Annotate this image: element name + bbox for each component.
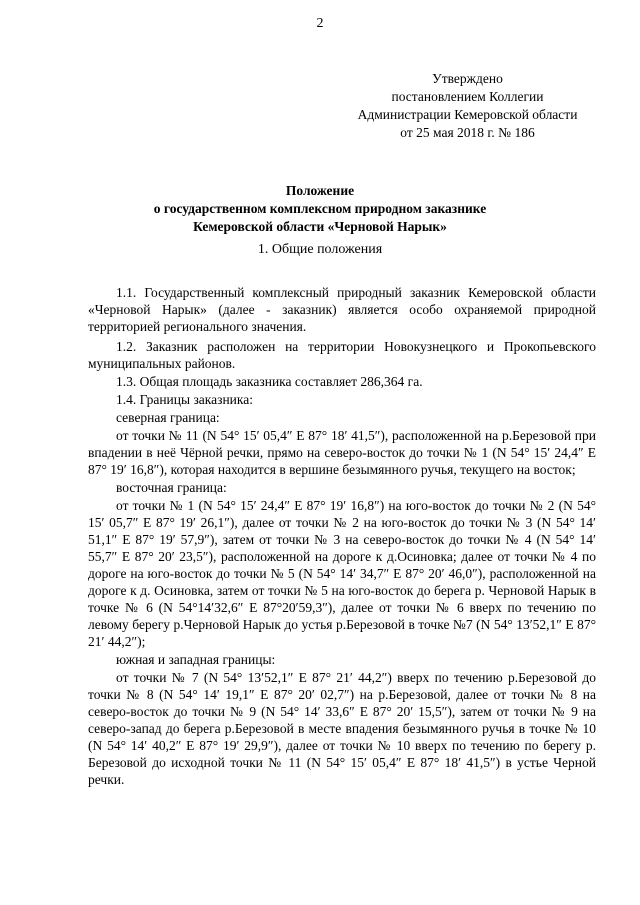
paragraph-1-4: 1.4. Границы заказника:	[116, 392, 253, 407]
title-line: Положение	[285, 183, 355, 198]
paragraph-1-3: 1.3. Общая площадь заказника составляет 286,364 га.	[116, 374, 423, 389]
title-line: о государственном комплексном природном заказнике	[153, 201, 487, 216]
approval-line: Утверждено	[432, 71, 503, 86]
east-border-text: от точки № 1 (N 54° 15′ 24,4″ E 87° 19′ 16,8″) на юго-восток до точки № 2 (N 54° 15′ 05,7″ E 87° 19′ 26,1″), далее от точки № 2 на юго-восток до точки № 3 (N 54° 14′ 51,1″ E 87° 19′ 57,9″), затем от точки № 3 на северо-восток до точки № 4 (N 54° 14′ 55,7″ E 87° 20′ 23,5″), расположенной на дороге к д.Осиновка; далее от точки № 4 по дороге на юго-восток до точки № 5 (N 54° 14′ 34,7″ E 87° 20′ 46,0″), расположенной на дороге к д. Осиновка, затем от точки № 5 на юго-восток до берега р. Черновой Нарык в точке № 6 (N 54°14′32,6″ E 87°20′59,3″), далее от точки № 6 вверх по течению по левому берегу р.Черновой Нарык до устья р.Березовой в точке №7 (N 54° 13′52,1″ E 87° 21′ 44,2″);	[88, 498, 596, 649]
south-west-border-label: южная и западная границы:	[116, 652, 276, 667]
section-heading: 1. Общие положения	[257, 242, 383, 257]
south-west-border-text: от точки № 7 (N 54° 13′52,1″ E 87° 21′ 44,2″) вверх по течению р.Березовой до точки № 8 (N 54° 14′ 19,1″ E 87° 20′ 02,7″) на р.Березовой, далее от точки № 8 на северо-восток до точки № 9 (N 54° 14′ 33,6″ E 87° 20′ 15,5″), затем от точки № 9 на северо-запад до берега р.Березовой в месте впадения безымянного ручья в точке № 10 (N 54° 14′ 40,2″ E 87° 19′ 29,9″), далее от точки № 10 вверх по течению по берегу р. Березовой до исходной точки № 11 (N 54° 15′ 05,4″ E 87° 18′ 41,5″) в устье Черной речки.	[88, 670, 596, 787]
document-title	[0, 182, 640, 236]
east-border-label: восточная граница:	[116, 480, 227, 495]
title-line: Кемеровской области «Черновой Нарык»	[193, 219, 447, 234]
page-number: 2	[316, 16, 324, 31]
paragraph-1-1: 1.1. Государственный комплексный природный заказник Кемеровской области «Черновой Нарык» (далее - заказник) является особо охраняемой природной территорией регионального значения.	[88, 285, 596, 334]
north-border-label: северная граница:	[116, 410, 220, 425]
approval-line: постановлением Коллегии	[391, 89, 544, 104]
paragraph-1-2: 1.2. Заказник расположен на территории Новокузнецкого и Прокопьевского муниципальных районов.	[88, 339, 596, 371]
approval-line: Администрации Кемеровской области	[357, 107, 578, 122]
approval-block	[340, 70, 595, 142]
document-body	[88, 284, 596, 789]
north-border-text: от точки № 11 (N 54° 15′ 05,4″ E 87° 18′ 41,5″), расположенной на р.Березовой при впадении в неё Чёрной речки, прямо на северо-восток до точки № 1 (N 54° 15′ 24,4″ E 87° 19′ 16,8″), которая находится в вершине безымянного ручья, текущего на восток;	[88, 428, 596, 477]
approval-line: от 25 мая 2018 г. № 186	[400, 125, 535, 140]
